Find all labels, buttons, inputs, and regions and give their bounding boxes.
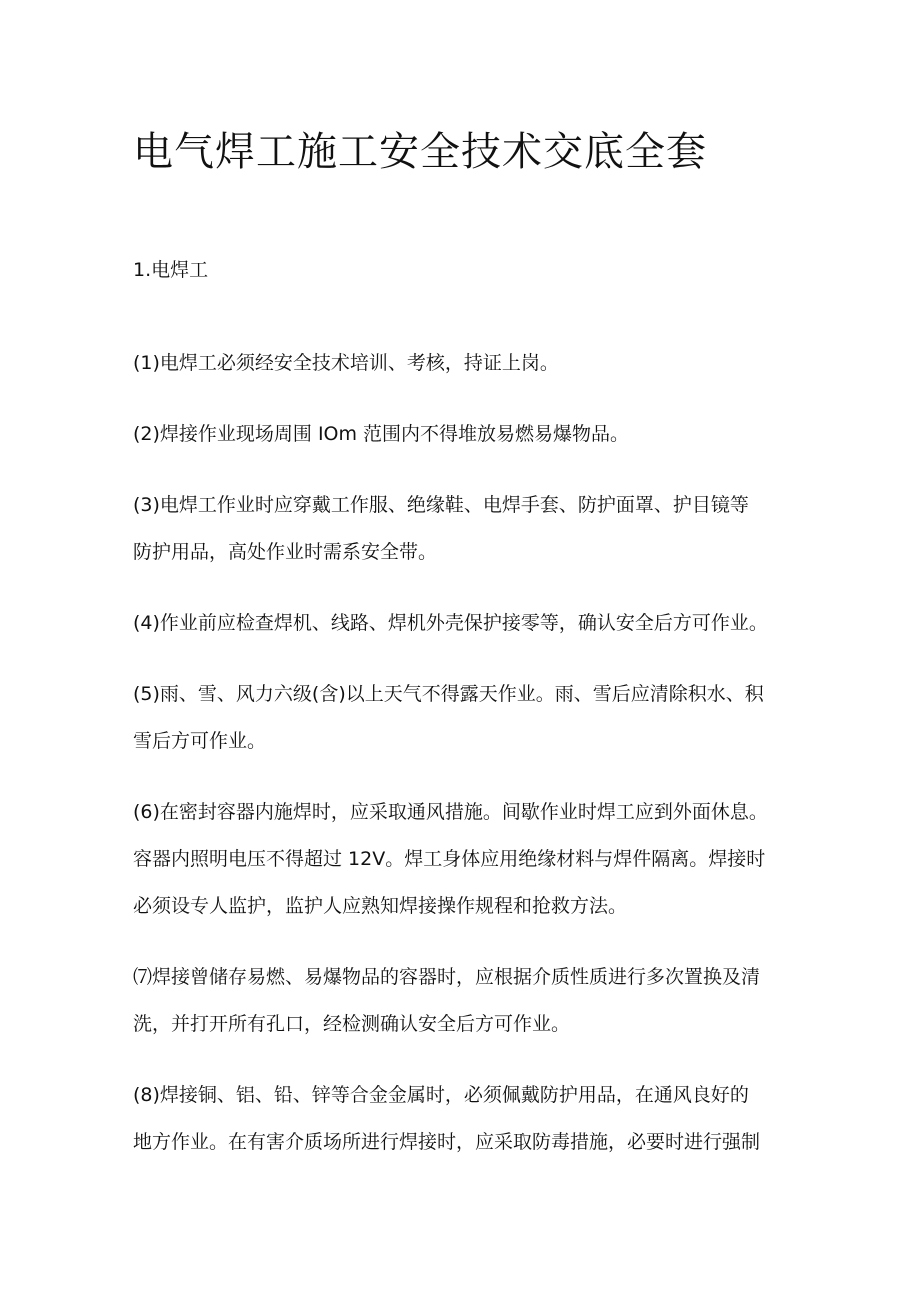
rule-item-2	[133, 411, 801, 458]
rule-list	[133, 340, 801, 1190]
rule-line: (8)焊接铜、铝、铅、锌等合金金属时，必须佩戴防护用品，在通风良好的	[133, 1084, 749, 1106]
rule-item-8	[133, 1072, 801, 1166]
rule-line: 容器内照明电压不得超过 12V。焊工身体应用绝缘材料与焊件隔离。焊接时	[133, 848, 766, 870]
rule-item-3	[133, 482, 801, 576]
rule-item-6	[133, 789, 801, 930]
rule-line: (5)雨、雪、风力六级(含)以上天气不得露天作业。雨、雪后应清除积水、积	[133, 683, 764, 705]
section-heading: 1.电焊工	[133, 259, 209, 281]
rule-item-7	[133, 954, 801, 1048]
rule-line: 必须设专人监护，监护人应熟知焊接操作规程和抢救方法。	[133, 895, 628, 917]
rule-line: (6)在密封容器内施焊时，应采取通风措施。间歇作业时焊工应到外面休息。	[133, 801, 768, 823]
document-title: 电气焊工施工安全技术交底全套	[133, 129, 707, 175]
rule-item-4	[133, 600, 801, 647]
rule-line: ⑺焊接曾储存易燃、易爆物品的容器时，应根据介质性质进行多次置换及清	[133, 966, 761, 988]
rule-line: (3)电焊工作业时应穿戴工作服、绝缘鞋、电焊手套、防护面罩、护目镜等	[133, 494, 749, 516]
rule-line: 防护用品，高处作业时需系安全带。	[133, 541, 438, 563]
rule-line: (4)作业前应检查焊机、线路、焊机外壳保护接零等，确认安全后方可作业。	[133, 612, 768, 634]
rule-line: 洗，并打开所有孔口，经检测确认安全后方可作业。	[133, 1013, 571, 1035]
rule-line: (2)焊接作业现场周围 IOm 范围内不得堆放易燃易爆物品。	[133, 423, 630, 445]
rule-item-5	[133, 671, 801, 765]
rule-line: 雪后方可作业。	[133, 730, 267, 752]
rule-line: 地方作业。在有害介质场所进行焊接时，应采取防毒措施，必要时进行强制	[133, 1131, 761, 1153]
rule-item-1	[133, 340, 801, 387]
rule-line: (1)电焊工必须经安全技术培训、考核，持证上岗。	[133, 352, 559, 374]
